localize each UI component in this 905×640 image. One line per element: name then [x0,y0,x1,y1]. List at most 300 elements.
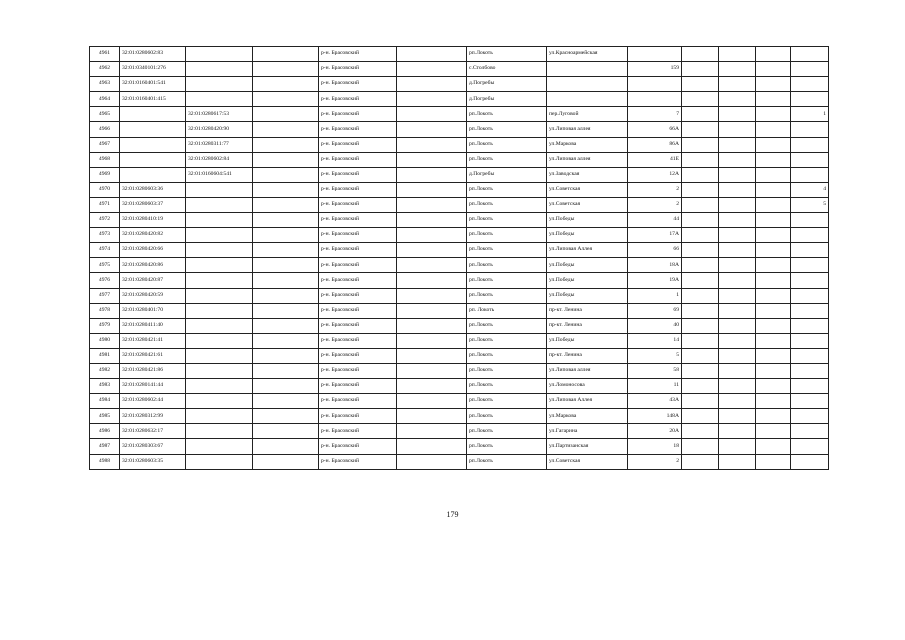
cell-apartment: 1 [791,107,829,122]
cell-cadastral-number-alt [186,62,253,77]
cell-district: р-н. Брасовский [319,379,397,394]
cell-empty [682,348,719,363]
cell-cadastral-number: 32:01:0160401:415 [120,92,186,107]
table-row [90,243,829,258]
cell-cadastral-number [120,107,186,122]
cell-cadastral-number: 32:01:0280421:86 [120,363,186,378]
cell-number: 4964 [90,92,120,107]
cell-cadastral-number-alt [186,228,253,243]
cell-cadastral-number-alt [186,273,253,288]
cell-cadastral-number-alt [186,303,253,318]
cell-district: р-н. Брасовский [319,303,397,318]
cell-house: 14 [628,333,682,348]
cell-cadastral-number: 32:01:0280303:67 [120,439,186,454]
cell-empty [682,318,719,333]
cell-empty [682,62,719,77]
cell-street: ул.Липовая аллея [547,363,628,378]
cell-street: ул.Советская [547,197,628,212]
cell-number: 4980 [90,333,120,348]
cell-apartment [791,303,829,318]
cell-number: 4981 [90,348,120,363]
cell-empty [719,167,756,182]
cell-empty [253,394,319,409]
cell-empty [756,213,791,228]
cell-number: 4974 [90,243,120,258]
cell-settlement: д.Погребы [467,167,547,182]
cell-house: 11 [628,379,682,394]
cell-cadastral-number [120,137,186,152]
cell-empty [682,152,719,167]
cell-empty [756,454,791,469]
cell-cadastral-number-alt: 32:01:0280602:84 [186,152,253,167]
cell-district: р-н. Брасовский [319,228,397,243]
cell-settlement: рп.Локоть [467,348,547,363]
cell-empty [397,107,467,122]
cell-empty [253,197,319,212]
cell-house: 7 [628,107,682,122]
cell-apartment: 5 [791,197,829,212]
cell-empty [756,424,791,439]
cell-house: 40 [628,318,682,333]
cell-cadastral-number: 32:01:0280401:70 [120,303,186,318]
cell-street: ул.Победы [547,258,628,273]
cell-street [547,77,628,92]
cell-apartment [791,137,829,152]
cell-empty [682,213,719,228]
cell-number: 4977 [90,288,120,303]
cell-cadastral-number-alt [186,318,253,333]
cell-empty [719,439,756,454]
cell-street: ул.Победы [547,228,628,243]
cell-empty [756,409,791,424]
cell-settlement: д.Погребы [467,77,547,92]
cell-empty [682,363,719,378]
page-number: 179 [446,510,459,519]
cell-apartment [791,439,829,454]
cell-house: 18 [628,439,682,454]
cell-empty [756,228,791,243]
cell-cadastral-number: 32:01:0340101:276 [120,62,186,77]
cell-house: 44 [628,213,682,228]
table-row [90,62,829,77]
cell-empty [719,228,756,243]
cell-district: р-н. Брасовский [319,167,397,182]
cell-house: 18А [628,258,682,273]
cell-number: 4972 [90,213,120,228]
table-row [90,409,829,424]
table-row [90,439,829,454]
cell-street: ул.Красноармейская [547,47,628,62]
cell-district: р-н. Брасовский [319,137,397,152]
cell-cadastral-number-alt [186,379,253,394]
cell-district: р-н. Брасовский [319,107,397,122]
cell-apartment [791,363,829,378]
cell-district: р-н. Брасовский [319,92,397,107]
cell-empty [253,122,319,137]
cell-apartment [791,243,829,258]
cell-empty [682,197,719,212]
cell-empty [719,424,756,439]
cell-empty [719,122,756,137]
cell-empty [253,318,319,333]
cell-apartment [791,62,829,77]
cell-cadastral-number: 32:01:0280603:35 [120,454,186,469]
cell-empty [397,273,467,288]
cell-empty [253,439,319,454]
cell-settlement: рп.Локоть [467,107,547,122]
table-row [90,47,829,62]
cell-house: 1 [628,288,682,303]
cell-empty [756,394,791,409]
cell-street [547,92,628,107]
cell-cadastral-number: 32:01:0280312:99 [120,409,186,424]
table-row [90,348,829,363]
cell-apartment [791,167,829,182]
cell-settlement: рп.Локоть [467,273,547,288]
cell-street: ул.Липовая аллея [547,152,628,167]
cell-cadastral-number [120,152,186,167]
cell-settlement: рп.Локоть [467,394,547,409]
cell-empty [253,107,319,122]
cell-number: 4966 [90,122,120,137]
cell-empty [719,62,756,77]
cell-house: 19А [628,273,682,288]
cell-empty [397,92,467,107]
cell-number: 4985 [90,409,120,424]
cell-settlement: рп.Локоть [467,258,547,273]
cell-house: 12А [628,167,682,182]
cell-district: р-н. Брасовский [319,363,397,378]
cell-house: 66 [628,243,682,258]
cell-district: р-н. Брасовский [319,318,397,333]
cell-district: р-н. Брасовский [319,122,397,137]
cell-empty [719,379,756,394]
cell-empty [682,424,719,439]
cell-empty [397,424,467,439]
cell-empty [682,107,719,122]
cell-cadastral-number-alt [186,77,253,92]
cell-empty [253,454,319,469]
cell-empty [682,439,719,454]
cell-cadastral-number-alt [186,243,253,258]
cell-empty [397,348,467,363]
cell-apartment [791,318,829,333]
cell-empty [756,77,791,92]
cell-number: 4968 [90,152,120,167]
cell-cadastral-number: 32:01:0280420:59 [120,288,186,303]
cell-cadastral-number [120,122,186,137]
cell-empty [253,303,319,318]
cell-empty [719,303,756,318]
table-row [90,303,829,318]
registry-table [89,46,829,470]
cell-street: ул.Липовая Аллея [547,243,628,258]
cell-cadastral-number-alt [186,424,253,439]
cell-empty [397,137,467,152]
cell-street: ул.Заводская [547,167,628,182]
cell-cadastral-number: 32:01:0160401:541 [120,77,186,92]
cell-house: 69 [628,303,682,318]
table-row [90,363,829,378]
cell-empty [253,213,319,228]
cell-empty [397,243,467,258]
cell-empty [719,47,756,62]
cell-empty [253,424,319,439]
cell-cadastral-number: 32:01:0280420:66 [120,243,186,258]
cell-house: 43А [628,394,682,409]
cell-cadastral-number-alt [186,258,253,273]
cell-apartment [791,409,829,424]
cell-empty [397,152,467,167]
cell-empty [397,439,467,454]
cell-district: р-н. Брасовский [319,288,397,303]
cell-empty [253,333,319,348]
cell-district: р-н. Брасовский [319,424,397,439]
cell-street: ул.Ломоносова [547,379,628,394]
table-row [90,228,829,243]
cell-house: 2 [628,182,682,197]
cell-empty [682,273,719,288]
cell-empty [253,409,319,424]
cell-empty [756,288,791,303]
table-body [90,47,829,470]
cell-apartment [791,273,829,288]
cell-district: р-н. Брасовский [319,454,397,469]
cell-empty [756,379,791,394]
table-row [90,454,829,469]
cell-empty [682,77,719,92]
cell-settlement: рп.Локоть [467,197,547,212]
cell-street: ул.Победы [547,213,628,228]
cell-number: 4988 [90,454,120,469]
cell-number: 4987 [90,439,120,454]
table-row [90,273,829,288]
cell-street: ул.Партизанская [547,439,628,454]
table-row [90,152,829,167]
cell-empty [253,152,319,167]
cell-cadastral-number-alt: 32:01:0160604:541 [186,167,253,182]
cell-empty [719,152,756,167]
cell-empty [719,77,756,92]
cell-cadastral-number: 32:01:0280420:86 [120,258,186,273]
cell-empty [719,182,756,197]
cell-street: ул.Советская [547,182,628,197]
table-row [90,318,829,333]
cell-number: 4975 [90,258,120,273]
cell-cadastral-number-alt [186,288,253,303]
cell-empty [719,409,756,424]
cell-street: ул.Победы [547,288,628,303]
cell-settlement: рп.Локоть [467,363,547,378]
cell-empty [719,363,756,378]
cell-empty [397,363,467,378]
cell-cadastral-number: 32:01:0280602:44 [120,394,186,409]
cell-district: р-н. Брасовский [319,439,397,454]
cell-settlement: рп.Локоть [467,213,547,228]
table-row [90,288,829,303]
cell-empty [719,454,756,469]
cell-cadastral-number-alt: 32:01:0280420:90 [186,122,253,137]
table-row [90,167,829,182]
cell-number: 4986 [90,424,120,439]
cell-empty [682,137,719,152]
cell-empty [253,273,319,288]
cell-settlement: рп.Локоть [467,152,547,167]
cell-district: р-н. Брасовский [319,348,397,363]
cell-cadastral-number: 32:01:0280420:82 [120,228,186,243]
cell-cadastral-number-alt [186,333,253,348]
cell-cadastral-number: 32:01:0280141:44 [120,379,186,394]
cell-empty [756,439,791,454]
cell-empty [719,273,756,288]
cell-house: 5 [628,348,682,363]
cell-empty [253,243,319,258]
cell-settlement: рп.Локоть [467,333,547,348]
cell-empty [719,197,756,212]
cell-number: 4971 [90,197,120,212]
cell-empty [719,137,756,152]
cell-empty [397,379,467,394]
cell-settlement: рп.Локоть [467,288,547,303]
cell-empty [756,363,791,378]
cell-cadastral-number-alt [186,213,253,228]
cell-number: 4983 [90,379,120,394]
table-row [90,122,829,137]
cell-empty [756,348,791,363]
cell-empty [253,137,319,152]
cell-house: 66А [628,122,682,137]
cell-empty [253,62,319,77]
cell-empty [756,167,791,182]
cell-apartment [791,77,829,92]
cell-street: пер.Луговой [547,107,628,122]
cell-empty [253,379,319,394]
cell-empty [682,288,719,303]
cell-settlement: д.Погребы [467,92,547,107]
cell-cadastral-number: 32:01:0280603:37 [120,197,186,212]
table-row [90,333,829,348]
cell-empty [397,167,467,182]
cell-empty [253,258,319,273]
cell-settlement: рп.Локоть [467,379,547,394]
cell-empty [719,333,756,348]
cell-cadastral-number-alt [186,439,253,454]
cell-empty [719,258,756,273]
cell-cadastral-number: 32:01:0280603:36 [120,182,186,197]
cell-cadastral-number-alt: 32:01:0280311:77 [186,137,253,152]
cell-empty [756,303,791,318]
cell-street: ул.Гагарина [547,424,628,439]
cell-district: р-н. Брасовский [319,394,397,409]
cell-empty [756,62,791,77]
cell-empty [397,333,467,348]
cell-empty [756,137,791,152]
cell-empty [756,182,791,197]
cell-empty [719,92,756,107]
cell-district: р-н. Брасовский [319,273,397,288]
cell-empty [682,303,719,318]
cell-apartment [791,288,829,303]
cell-cadastral-number-alt [186,92,253,107]
cell-street: пр-кт. Ленина [547,348,628,363]
cell-street: ул.Победы [547,333,628,348]
cell-settlement: рп.Локоть [467,182,547,197]
cell-street: ул.Советская [547,454,628,469]
cell-number: 4962 [90,62,120,77]
table-row [90,182,829,197]
cell-house: 2 [628,197,682,212]
cell-empty [719,107,756,122]
cell-empty [756,333,791,348]
cell-street: ул.Победы [547,273,628,288]
cell-number: 4967 [90,137,120,152]
cell-cadastral-number: 32:01:0280411:40 [120,318,186,333]
cell-empty [682,258,719,273]
cell-apartment [791,213,829,228]
cell-house: 148А [628,409,682,424]
cell-cadastral-number-alt [186,197,253,212]
cell-number: 4970 [90,182,120,197]
cell-number: 4976 [90,273,120,288]
cell-number: 4978 [90,303,120,318]
cell-empty [397,303,467,318]
cell-apartment [791,122,829,137]
cell-cadastral-number: 32:01:0280421:41 [120,333,186,348]
cell-empty [682,228,719,243]
table-row [90,258,829,273]
cell-empty [397,182,467,197]
cell-settlement: рп.Локоть [467,47,547,62]
cell-house: 2 [628,454,682,469]
cell-empty [397,394,467,409]
cell-number: 4984 [90,394,120,409]
cell-empty [397,454,467,469]
cell-house: 20А [628,424,682,439]
cell-settlement: рп.Локоть [467,318,547,333]
table-row [90,197,829,212]
cell-empty [397,228,467,243]
cell-settlement: рп.Локоть [467,137,547,152]
cell-settlement: рп. Локоть [467,303,547,318]
cell-apartment [791,228,829,243]
cell-house: 41Е [628,152,682,167]
table-row [90,77,829,92]
table-row [90,213,829,228]
cell-empty [719,318,756,333]
cell-district: р-н. Брасовский [319,243,397,258]
cell-empty [397,122,467,137]
cell-cadastral-number-alt [186,363,253,378]
cell-empty [682,333,719,348]
cell-apartment [791,394,829,409]
cell-cadastral-number-alt [186,409,253,424]
table-row [90,107,829,122]
cell-district: р-н. Брасовский [319,409,397,424]
cell-apartment [791,258,829,273]
cell-empty [756,197,791,212]
cell-house [628,47,682,62]
cell-street: ул.Маркова [547,409,628,424]
cell-empty [253,348,319,363]
cell-district: р-н. Брасовский [319,333,397,348]
cell-settlement: с.Столбово [467,62,547,77]
cell-cadastral-number-alt [186,47,253,62]
cell-empty [756,273,791,288]
cell-cadastral-number: 32:01:0280602:83 [120,47,186,62]
cell-settlement: рп.Локоть [467,409,547,424]
cell-empty [397,318,467,333]
cell-number: 4973 [90,228,120,243]
